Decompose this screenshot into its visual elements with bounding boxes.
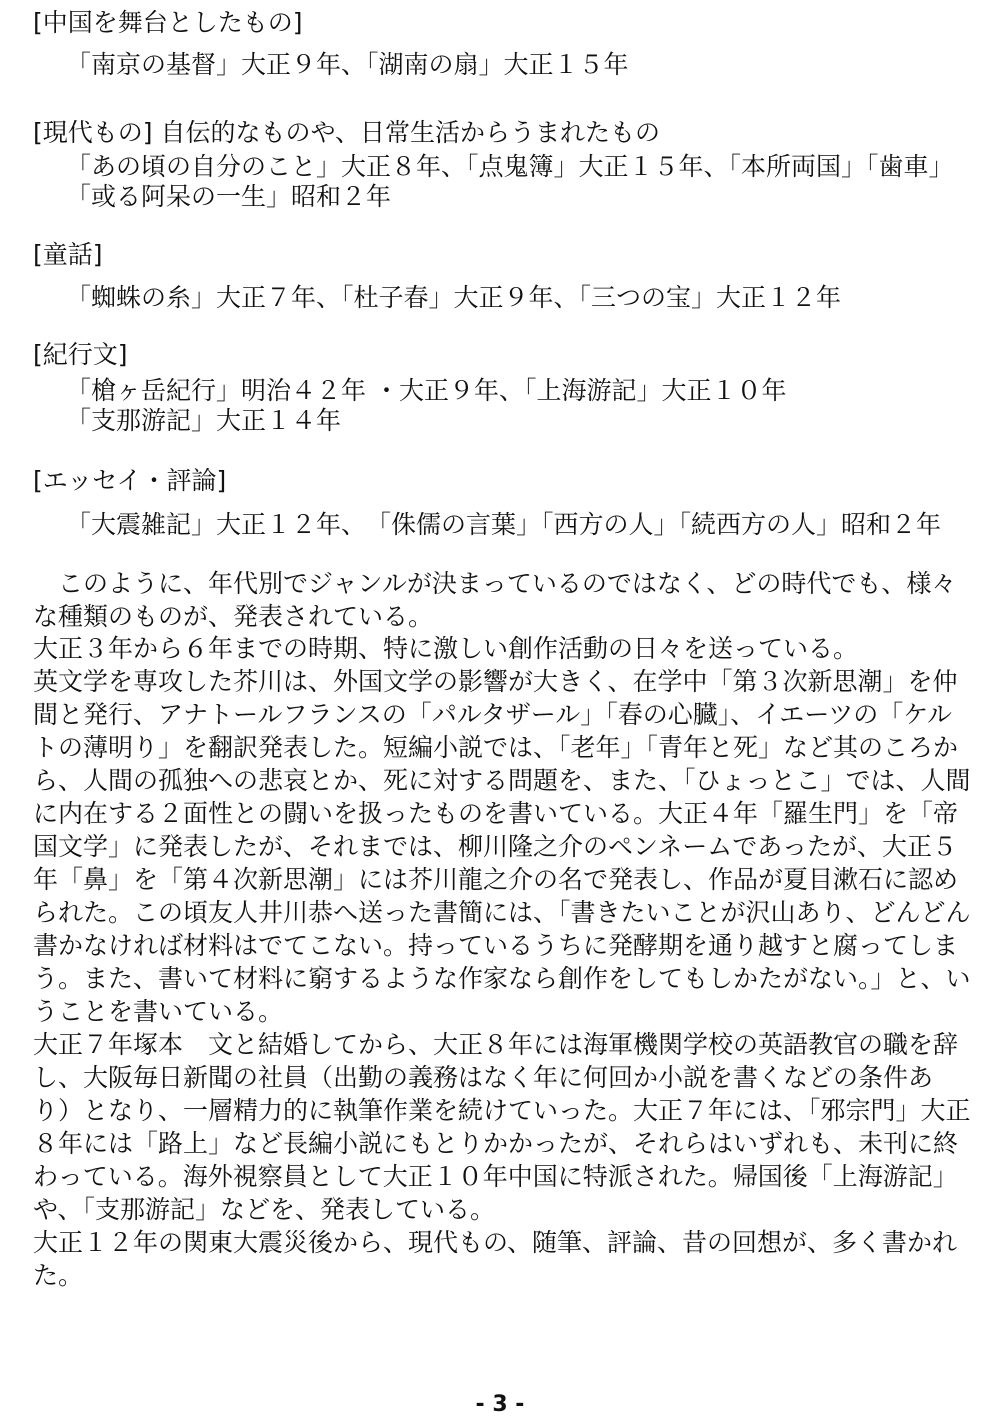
section-heading-china: [中国を舞台としたもの] [33, 8, 303, 37]
section-heading-modern: [現代もの] 自伝的なものや、日常生活からうまれたもの [33, 118, 660, 147]
body-line: トの薄明り」を翻訳発表した。短編小説では、「老年」「青年と死」など其のころか [33, 733, 959, 762]
section-item: 「槍ヶ岳紀行」明治４２年 ・大正９年、「上海游記」大正１０年 [66, 376, 787, 405]
body-line: な種類のものが、発表されている。 [33, 602, 434, 631]
body-line: 書かなければ材料はでてこない。持っているうちに発酵期を通り越すと腐ってしま [33, 931, 959, 960]
section-heading-travelogues: [紀行文] [33, 340, 128, 369]
body-line: に内在する２面性との闘いを扱ったものを書いている。大正４年「羅生門」を「帝 [33, 799, 959, 828]
body-line: 大正７年塚本 文と結婚してから、大正８年には海軍機関学校の英語教官の職を辞 [33, 1030, 959, 1059]
body-line: られた。この頃友人井川恭へ送った書簡には、「書きたいことが沢山あり、どんどん [33, 898, 971, 927]
section-item: 「支那游記」大正１４年 [66, 406, 342, 435]
body-line: わっている。海外視察員として大正１０年中国に特派された。帰国後「上海游記」 [33, 1162, 958, 1191]
section-heading-essays: [エッセイ・評論] [33, 466, 227, 495]
body-line: ら、人間の孤独への悲哀とか、死に対する問題を、また、「ひょっとこ」では、人間 [33, 766, 971, 795]
body-line: うことを書いている。 [33, 997, 284, 1026]
body-line: た。 [33, 1261, 84, 1290]
section-item: 「南京の基督」大正９年、「湖南の扇」大正１５年 [66, 50, 629, 79]
body-line: 大正３年から６年までの時期、特に激しい創作活動の日々を送っている。 [33, 634, 859, 663]
body-line: 間と発行、アナトールフランスの「パルタザール」「春の心臓」、イエーツの「ケル [33, 700, 953, 729]
body-line: う。また、書いて材料に窮するような作家なら創作をしてもしかたがない。」と、い [33, 964, 971, 993]
body-line: し、大阪毎日新聞の社員（出勤の義務はなく年に何回か小説を書くなどの条件あ [33, 1063, 934, 1092]
section-item: 「蜘蛛の糸」大正７年、「杜子春」大正９年、「三つの宝」大正１２年 [66, 283, 842, 312]
body-line: り）となり、一層精力的に執筆作業を続けていった。大正７年には、「邪宗門」大正 [33, 1096, 971, 1125]
body-line: 年「鼻」を「第４次新思潮」には芥川龍之介の名で発表し、作品が夏目漱石に認め [33, 865, 959, 894]
body-line: や、「支那游記」などを、発表している。 [33, 1195, 496, 1224]
section-item: 「あの頃の自分のこと」大正８年、「点鬼簿」大正１５年、「本所両国」「歯車」 [66, 152, 954, 181]
page-number: - 3 - [475, 1392, 525, 1417]
body-line: ８年には「路上」など長編小説にもとりかかったが、それらはいずれも、未刊に終 [33, 1129, 959, 1158]
body-line: このように、年代別でジャンルが決まっているのではなく、どの時代でも、様々 [33, 569, 957, 598]
body-line: 国文学」に発表したが、それまでは、柳川隆之介のペンネームであったが、大正５ [33, 832, 958, 861]
section-item: 「大震雑記」大正１２年、 「侏儒の言葉」「西方の人」「続西方の人」昭和２年 [66, 510, 942, 539]
section-heading-fairy-tales: [童話] [33, 240, 103, 269]
body-line: 英文学を専攻した芥川は、外国文学の影響が大きく、在学中「第３次新思潮」を仲 [33, 667, 958, 696]
body-line: 大正１２年の関東大震災後から、現代もの、随筆、評論、昔の回想が、多く書かれ [33, 1228, 958, 1257]
section-item: 「或る阿呆の一生」昭和２年 [66, 182, 392, 211]
